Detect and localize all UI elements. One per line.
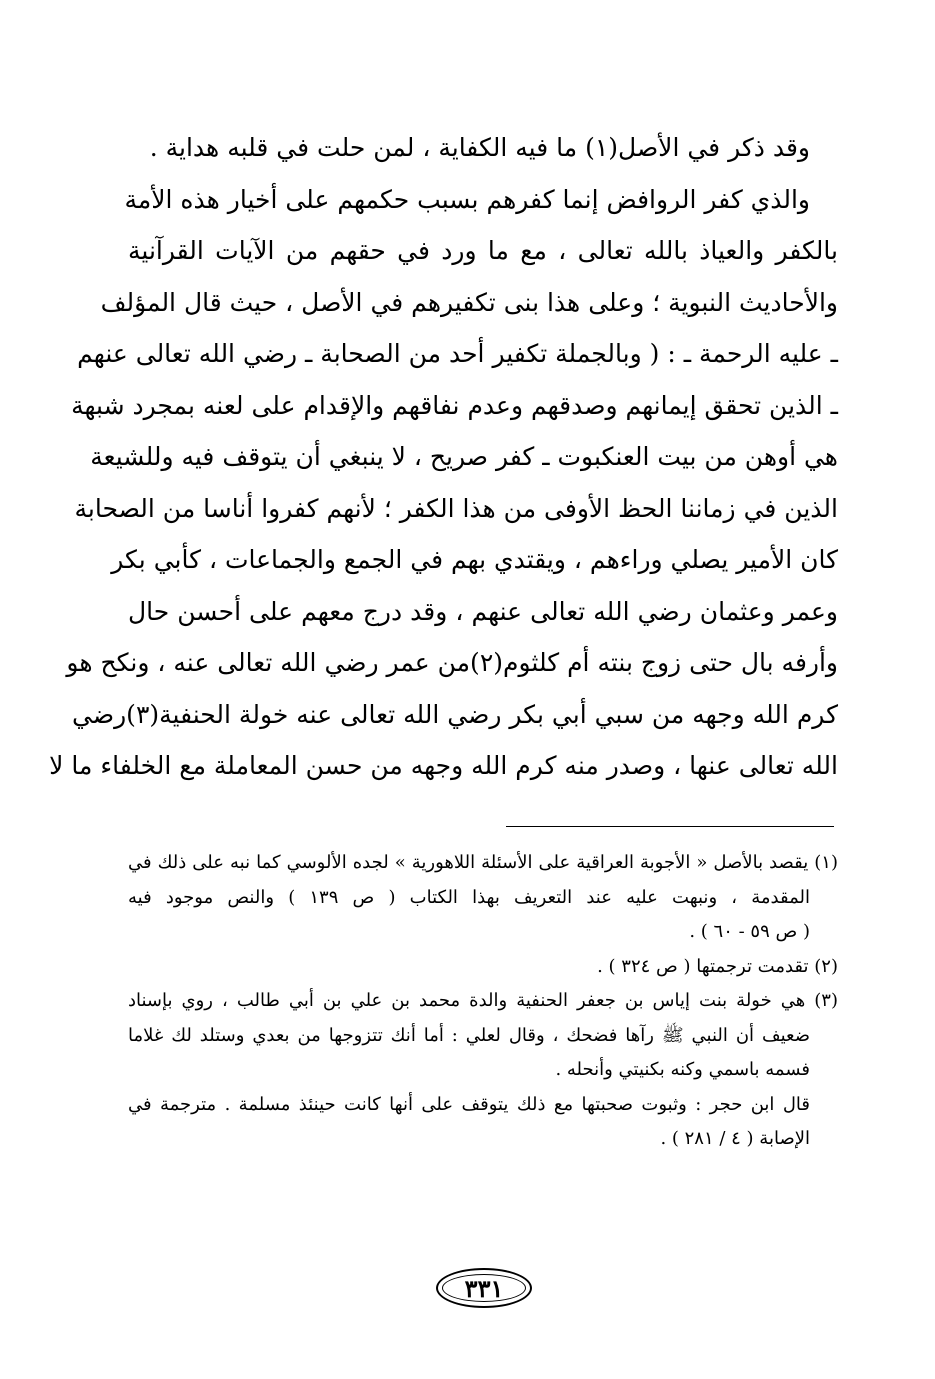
text-line: والأحاديث النبوية ؛ وعلى هذا بنى تكفيرهم في الأصل ، حيث قال المؤلف xyxy=(100,287,838,317)
text-line: وأرفه بال حتى زوج بنته أم كلثوم(٢)من عمر رضي الله تعالى عنه ، ونكح هو xyxy=(66,648,838,677)
footnote-1-line: المقدمة ، ونبهت عليه عند التعريف بهذا الكتاب ( ص ١٣٩ ) والنص موجود فيه xyxy=(128,886,810,908)
footnote-3-line: (٣) هي خولة بنت إياس بن جعفر الحنفية والدة محمد بن علي بن أبي طالب ، روي بإسناد xyxy=(128,990,838,1011)
text-line: وعمر وعثمان رضي الله تعالى عنهم ، وقد درج معهم على أحسن حال xyxy=(128,596,838,626)
text-line: بالكفر والعياذ بالله تعالى ، مع ما ورد في حقهم من الآيات القرآنية xyxy=(128,236,838,265)
text-line: ـ الذين تحقق إيمانهم وصدقهم وعدم نفاقهم والإقدام على لعنه بمجرد شبهة xyxy=(71,390,838,420)
page-number: ٣٣١ xyxy=(436,1268,532,1308)
footnote-2: (٢) تقدمت ترجمتها ( ص ٣٢٤ ) . xyxy=(597,955,838,977)
footnotes-block xyxy=(128,846,838,1157)
text-line: والذي كفر الروافض إنما كفرهم بسبب حكمهم على أخيار هذه الأمة xyxy=(124,184,810,214)
text-line: ـ عليه الرحمة ـ : ( وبالجملة تكفير أحد من الصحابة ـ رضي الله تعالى عنهم xyxy=(77,339,838,368)
footnote-3-note-line: قال ابن حجر : وثبوت صحبتها مع ذلك يتوقف على أنها كانت حينئذ مسلمة . مترجمة في xyxy=(128,1093,810,1115)
text-line: كرم الله وجهه من سبي أبي بكر رضي الله تعالى عنه خولة الحنفية(٣)رضي xyxy=(72,699,838,729)
text-line: وقد ذكر في الأصل(١) ما فيه الكفاية ، لمن حلت في قلبه هداية . xyxy=(149,133,810,162)
text-line: الله تعالى عنها ، وصدر منه كرم الله وجهه من حسن المعاملة مع الخلفاء ما لا xyxy=(49,751,838,780)
main-text-block xyxy=(49,122,838,792)
text-line: الذين في زماننا الحظ الأوفى من هذا الكفر ؛ لأنهم كفروا أناسا من الصحابة xyxy=(74,493,838,523)
text-line: كان الأمير يصلي وراءهم ، ويقتدي بهم في الجمع والجماعات ، كأبي بكر xyxy=(111,545,838,574)
text-line: هي أوهن من بيت العنكبوت ـ كفر صريح ، لا ينبغي أن يتوقف فيه وللشيعة xyxy=(90,442,838,471)
footnote-1-line: (١) يقصد بالأصل « الأجوبة العراقية على الأسئلة اللاهورية » لجده الألوسي كما نبه على ذلك في xyxy=(128,852,838,873)
footnote-1-line: ( ص ٥٩ - ٦٠ ) . xyxy=(689,921,810,942)
footnote-separator xyxy=(506,826,834,827)
footnote-3-note-line: الإصابة ( ٤ / ٢٨١ ) . xyxy=(660,1128,810,1149)
footnote-3-line: ضعيف أن النبي ﷺ رآها فضحك ، وقال لعلي : أما أنك تتزوجها من بعدي وستلد لك غلاما xyxy=(128,1024,810,1046)
footnote-3-line: فسمه باسمي وكنه بكنيتي وأنحله . xyxy=(555,1059,810,1080)
